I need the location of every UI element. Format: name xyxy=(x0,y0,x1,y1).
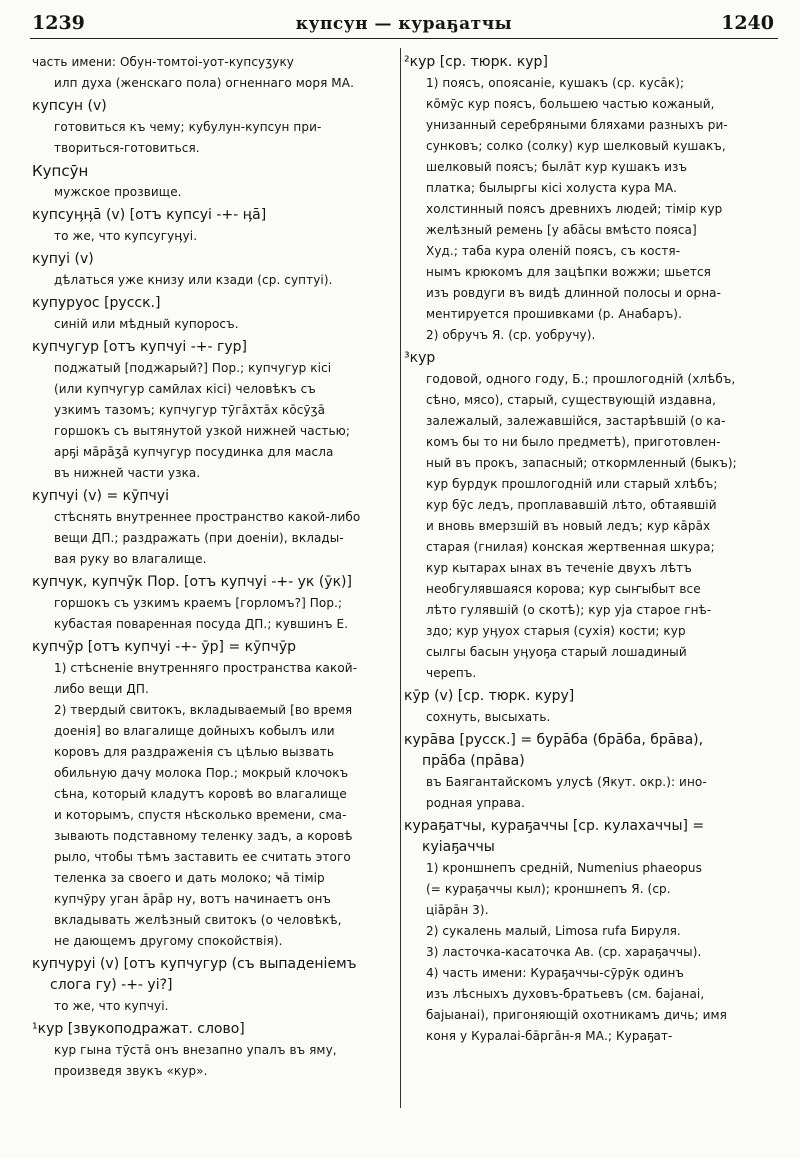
entry-headword: курāва [русск.] = бурāба (брāба, брāва), xyxy=(404,732,704,748)
page-header xyxy=(30,12,778,39)
dictionary-entry xyxy=(32,637,388,952)
entry-definition-line: кōмӯс кур поясъ, большею частью кожаный, xyxy=(426,97,715,111)
entry-headword-continued: прāба (прāва) xyxy=(422,753,525,769)
entry-definition-line: сунковъ; солко (солку) кур шелковый кушакъ, xyxy=(426,139,726,153)
dictionary-entry xyxy=(404,348,778,684)
entry-definition-line: кур гына тӯстā онъ внезапно упалъ въ яму, xyxy=(54,1043,337,1057)
entry-definition-line: мужское прозвище. xyxy=(54,185,182,199)
entry-headword: купсуӊӊā (v) [отъ купсуі -+- ӊā] xyxy=(32,207,267,223)
entry-headword: купчуруі (v) [отъ купчугур (съ выпаденіемъ xyxy=(32,956,357,972)
entry-definition-line: коня у Куралаі-бāргāн-я МА.; Кураҕат- xyxy=(426,1029,673,1043)
entry-definition-line: 2) твердый свитокъ, вкладываемый [во время xyxy=(54,703,353,717)
entry-definition-line: ментируется прошивками (р. Анабаръ). xyxy=(426,307,682,321)
entry-definition-line: комъ бы то ни было предметѣ), приготовлен- xyxy=(426,435,721,449)
entry-headword: купуруос [русск.] xyxy=(32,295,161,311)
entry-definition-line: коровъ для раздраженія съ цѣлью вызвать xyxy=(54,745,335,759)
entry-definition-line: черепъ. xyxy=(426,666,477,680)
entry-headword: кӯр (v) [ср. тюрк. куру] xyxy=(404,688,575,704)
dictionary-entry xyxy=(404,730,778,814)
page-number-left: 1239 xyxy=(32,12,85,34)
entry-headword: купчӯр [отъ купчуі -+- ӯр] = кӯпчӯр xyxy=(32,639,296,655)
entry-headword: ²кур [ср. тюрк. кур] xyxy=(404,54,548,70)
entry-definition-line: то же, что купсугуӊуі. xyxy=(54,229,198,243)
entry-headword: ³кур xyxy=(404,350,436,366)
entry-headword-continued: куіаҕаччы xyxy=(422,839,495,855)
entry-definition-line: въ Баягантайскомъ улусѣ (Якут. окр.): ино- xyxy=(426,775,707,789)
entry-definition-line: нымъ крюкомъ для зацѣпки вожжи; шьется xyxy=(426,265,711,279)
entry-definition-line: вкладывать желѣзный свитокъ (о человѣкѣ, xyxy=(54,913,342,927)
entry-definition-line: изъ лѣсныхъ духовъ-братьевъ (см. бајанаі, xyxy=(426,987,705,1001)
column-divider xyxy=(400,48,401,1108)
entry-definition-line: (= кураҕаччы кыл); кроншнепъ Я. (ср. xyxy=(426,882,671,896)
entry-definition-line: 4) часть имени: Кураҕаччы-сӯрӯк одинъ xyxy=(426,966,685,980)
dictionary-entry xyxy=(32,161,388,203)
entry-definition-line: Худ.; таба кура оленій поясъ, съ костя- xyxy=(426,244,681,258)
dictionary-entry xyxy=(32,954,388,1017)
entry-headword: ¹кур [звукоподражат. слово] xyxy=(32,1021,245,1037)
entry-definition-line: 3) ласточка-касаточка Ав. (ср. хараҕаччы). xyxy=(426,945,702,959)
right-column xyxy=(404,52,778,1049)
entry-definition-line: залежалый, залежавшійся, застарѣвшій (о ка- xyxy=(426,414,726,428)
page-number-right: 1240 xyxy=(721,12,774,34)
entry-definition-line: (или купчугур самӣлах кісі) человѣкъ съ xyxy=(54,382,316,396)
entry-definition-line: либо вещи ДП. xyxy=(54,682,149,696)
entry-headword: кураҕатчы, кураҕаччы [ср. кулахаччы] = xyxy=(404,818,705,834)
entry-definition-line: доенія] во влагалище дойныхъ кобылъ или xyxy=(54,724,335,738)
entry-definition-line: поджатый [поджарый?] Пор.; купчугур кісі xyxy=(54,361,332,375)
entry-definition-line: и вновь вмерзшій въ новый ледъ; кур кāрāх xyxy=(426,519,711,533)
dictionary-entry xyxy=(32,249,388,291)
dictionary-entry xyxy=(32,293,388,335)
dictionary-entry xyxy=(32,486,388,570)
entry-definition-line: унизанный серебряными бляхами разныхъ ри- xyxy=(426,118,728,132)
entry-definition-line: изъ ровдуги въ видѣ длинной полосы и орна- xyxy=(426,286,722,300)
entry-definition-line: желѣзный ремень [у абāсы вмѣсто пояса] xyxy=(426,223,697,237)
entry-headword: купсун (v) xyxy=(32,98,107,114)
entry-definition-line: кур бурдук прошлогодній или старый хлѣбъ; xyxy=(426,477,718,491)
entry-definition-line: твориться-готовиться. xyxy=(54,141,200,155)
entry-definition-line: горшокъ съ узкимъ краемъ [горломъ?] Пор.; xyxy=(54,596,343,610)
entry-definition-line: илп духа (женскаго пола) огненнаго моря МА. xyxy=(54,76,354,90)
entry-definition-line: шелковый поясъ; былāт кур кушакъ изъ xyxy=(426,160,688,174)
entry-definition-line: кур кытарах ынах въ теченіе двухъ лѣтъ xyxy=(426,561,692,575)
entry-definition-line: вещи ДП.; раздражать (при доеніи), вклады- xyxy=(54,531,344,545)
entry-definition-line: 2) сукалень малый, Limosa rufa Бируля. xyxy=(426,924,681,938)
entry-definition-line: сохнуть, высыхать. xyxy=(426,710,551,724)
entry-definition-line: здо; кур уӊуох старыя (сухія) кости; кур xyxy=(426,624,686,638)
entry-definition-line: кубастая поваренная посуда ДП.; кувшинъ Е. xyxy=(54,617,349,631)
dictionary-entry xyxy=(32,572,388,635)
entry-definition-line: синій или мѣдный купоросъ. xyxy=(54,317,239,331)
dictionary-entry xyxy=(32,205,388,247)
entry-definition-line: 1) кроншнепъ средній, Numenius phaeopus xyxy=(426,861,702,875)
entry-definition-line: необгулявшаяся корова; кур сыҥыбыт все xyxy=(426,582,701,596)
running-title: купсун — кураҕатчы xyxy=(295,14,513,34)
entry-definition-line: готовиться къ чему; кубулун-купсун при- xyxy=(54,120,322,134)
entry-definition-line: вая руку во влагалище. xyxy=(54,552,207,566)
entry-definition-line: платка; былыргы кісі холуста кура МА. xyxy=(426,181,678,195)
entry-definition-line: 1) поясъ, опоясаніе, кушакъ (ср. кусāк); xyxy=(426,76,685,90)
entry-definition-line: горшокъ съ вытянутой узкой нижней частью; xyxy=(54,424,350,438)
entry-definition-line: ный въ прокъ, запасный; откормленный (быкъ); xyxy=(426,456,737,470)
entry-definition-line: обильную дачу молока Пор.; мокрый клочокъ xyxy=(54,766,349,780)
dictionary-entry xyxy=(404,816,778,1047)
entry-definition-line: сылгы басын уӊуоҕа старый лошадиный xyxy=(426,645,687,659)
dictionary-entry xyxy=(32,52,388,94)
entry-headword: купчуі (v) = кӯпчуі xyxy=(32,488,169,504)
entry-definition-line: произведя звукъ «кур». xyxy=(54,1064,208,1078)
entry-definition-line: арҕі мāрāӡā купчугур посудинка для масла xyxy=(54,445,334,459)
left-column xyxy=(32,52,388,1084)
entry-definition-line: сѣно, мясо), старый, существующій издавна, xyxy=(426,393,717,407)
entry-definition-line: кур бӯс ледъ, проплававшій лѣто, обтаявшій xyxy=(426,498,717,512)
entry-definition-line: купчӯру уган āрāр ну, вотъ начинаетъ онъ xyxy=(54,892,331,906)
entry-definition-line: холстинный поясъ древнихъ людей; тімір кур xyxy=(426,202,723,216)
entry-definition-line: бајыанаі), пригоняющій охотникамъ дичь; имя xyxy=(426,1008,727,1022)
entry-definition-line: рыло, чтобы тѣмъ заставить ее считать этого xyxy=(54,850,351,864)
entry-definition-line: въ нижней части узка. xyxy=(54,466,201,480)
entry-definition-line: теленка за своего и дать молоко; ҹā тімір xyxy=(54,871,325,885)
entry-headword: купуі (v) xyxy=(32,251,94,267)
entry-definition-line: то же, что купчуі. xyxy=(54,999,169,1013)
entry-definition-line: 2) обручъ Я. (ср. уобручу). xyxy=(426,328,596,342)
entry-headword-continued: слога гу) -+- уі?] xyxy=(50,977,173,993)
entry-headword: купчугур [отъ купчуі -+- гур] xyxy=(32,339,248,355)
entry-definition-line: 1) стѣсненіе внутренняго пространства какой- xyxy=(54,661,358,675)
entry-definition-line: зывають подставному теленку задъ, а коровѣ xyxy=(54,829,353,843)
entry-definition-line: и которымъ, спустя нѣсколько времени, сма- xyxy=(54,808,347,822)
entry-definition-line: часть имени: Обун-томтоі-уот-купсуӡуку xyxy=(32,55,294,69)
dictionary-entry xyxy=(32,96,388,159)
entry-definition-line: дѣлаться уже книзу или кзади (ср. суптуі). xyxy=(54,273,333,287)
entry-definition-line: сѣна, который кладутъ коровѣ во влагалище xyxy=(54,787,347,801)
entry-headword: купчук, купчӯк Пор. [отъ купчуі -+- ук (ӯк)] xyxy=(32,574,352,590)
dictionary-entry xyxy=(32,337,388,484)
entry-definition-line: не дающемъ другому спокойствія). xyxy=(54,934,283,948)
entry-headword: Купсӯн xyxy=(32,162,89,180)
entry-definition-line: ціāрāн 3). xyxy=(426,903,489,917)
dictionary-entry xyxy=(404,686,778,728)
entry-definition-line: старая (гнилая) конская жертвенная шкура; xyxy=(426,540,715,554)
dictionary-entry xyxy=(404,52,778,346)
dictionary-entry xyxy=(32,1019,388,1082)
entry-definition-line: годовой, одного году, Б.; прошлогодній (хлѣбъ, xyxy=(426,372,736,386)
entry-definition-line: лѣто гулявшій (о скотѣ); кур уја старое гнѣ- xyxy=(426,603,712,617)
entry-definition-line: стѣснять внутреннее пространство какой-либо xyxy=(54,510,361,524)
entry-definition-line: родная управа. xyxy=(426,796,526,810)
entry-definition-line: узкимъ тазомъ; купчугур тӯгāхтāх кōсӯӡā xyxy=(54,403,326,417)
